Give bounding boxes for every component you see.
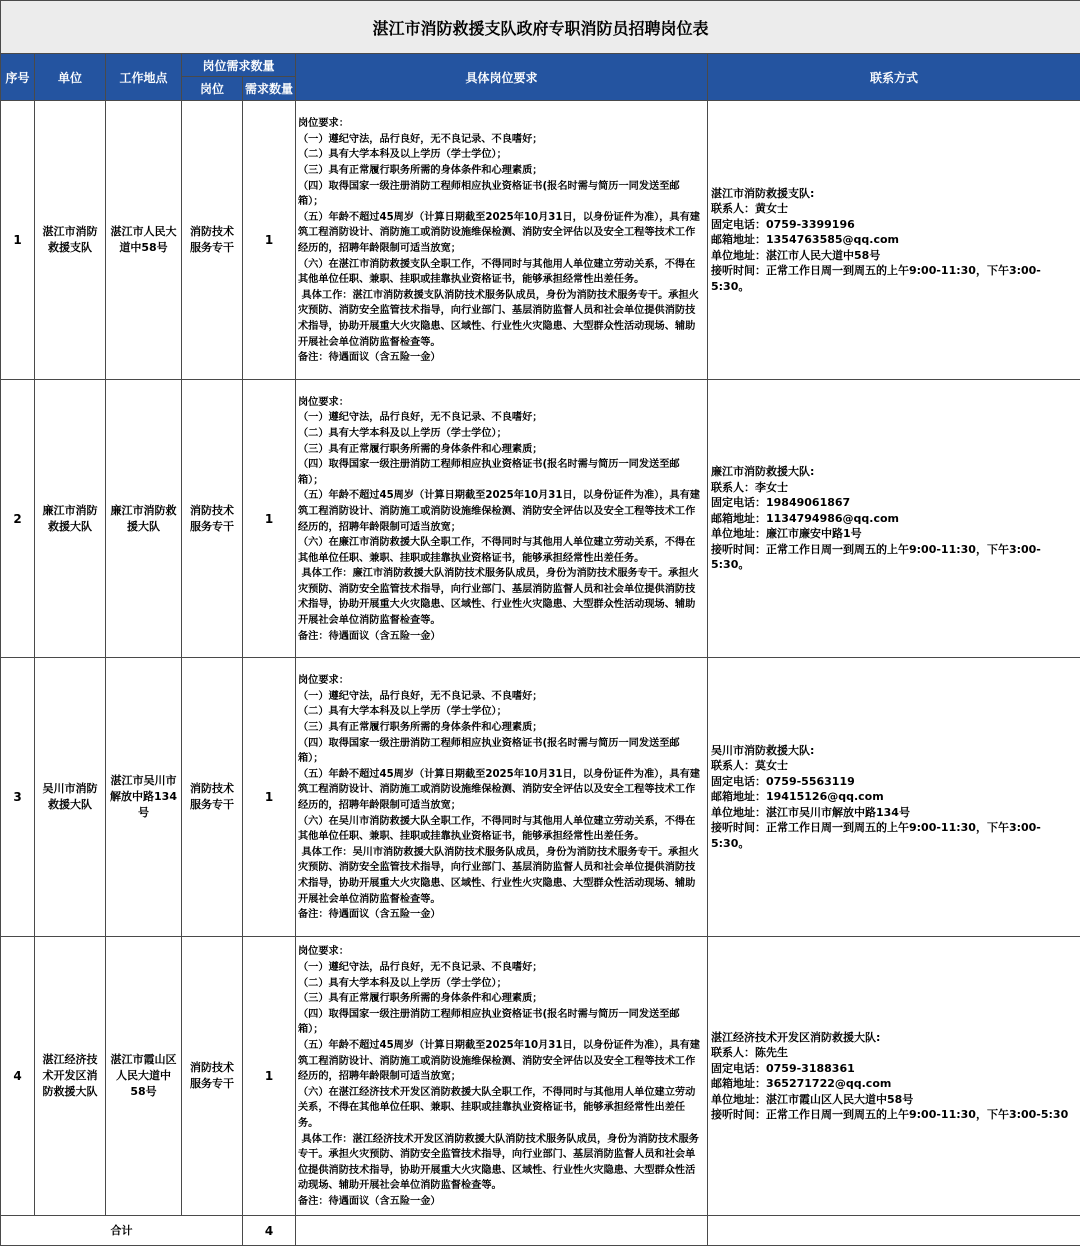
row-contact: 湛江经济技术开发区消防救援大队: 联系人：陈先生 固定电话：0759-3188361 邮箱地址：365271722@qq.com 单位地址：湛江市霞山区人民大道中58号 接听时间：正常工作日周一到周五的上午9:00-11:30，下午3:00-5:30	[708, 937, 1080, 1216]
total-empty-requirements	[296, 1216, 708, 1246]
header-demand-group: 岗位需求数量	[182, 54, 296, 77]
row-location: 湛江市吴川市解放中路134号	[106, 658, 182, 937]
row-count: 1	[243, 658, 296, 937]
row-location: 湛江市霞山区人民大道中58号	[106, 937, 182, 1216]
row-position: 消防技术服务专干	[182, 380, 243, 658]
total-label: 合计	[1, 1216, 243, 1246]
table-row	[1, 380, 1080, 658]
row-count: 1	[243, 101, 296, 380]
row-unit: 湛江经济技术开发区消防救援大队	[35, 937, 106, 1216]
row-contact: 廉江市消防救援大队: 联系人：李女士 固定电话：19849061867 邮箱地址：1134794986@qq.com 单位地址：廉江市廉安中路1号 接听时间：正常工作日周一到周五的上午9:00-11:30，下午3:00-5:30。	[708, 380, 1080, 658]
row-index: 4	[1, 937, 35, 1216]
total-row	[1, 1216, 1080, 1246]
row-location: 廉江市消防救援大队	[106, 380, 182, 658]
table-row	[1, 101, 1080, 380]
row-requirements: 岗位要求： （一）遵纪守法，品行良好，无不良记录、不良嗜好； （二）具有大学本科及以上学历（学士学位）； （三）具有正常履行职务所需的身体条件和心理素质； （四）取得国家一级注册消防工程师相应执业资格证书(报名时需与简历一同发送至邮箱）； （五）年龄不超过45周岁（计算日期截至2025年10月31日，以身份证件为准），具有建筑工程消防设计、消防施工或消防设施维保检测、消防安全评估以及安全工程等技术工作经历的，招聘年龄限制可适当放宽； （六）在廉江市消防救援大队全职工作，不得同时与其他用人单位建立劳动关系，不得在其他单位任职、兼职、挂职或挂靠执业资格证书，能够承担经常性出差任务。 具体工作：廉江市消防救援大队消防技术服务队成员，身份为消防技术服务专干。承担火灾预防、消防安全监管技术指导，向行业部门、基层消防监督人员和社会单位提供消防技术指导，协助开展重大火灾隐患、区域性、行业性火灾隐患、大型群众性活动现场、辅助开展社会单位消防监督检查等。 备注：待遇面议（含五险一金）	[296, 380, 708, 658]
row-unit: 湛江市消防救援支队	[35, 101, 106, 380]
row-index: 2	[1, 380, 35, 658]
row-index: 3	[1, 658, 35, 937]
header-index: 序号	[1, 54, 35, 101]
row-position: 消防技术服务专干	[182, 937, 243, 1216]
total-empty-contact	[708, 1216, 1080, 1246]
table-row	[1, 658, 1080, 937]
table-row	[1, 937, 1080, 1216]
header-requirements: 具体岗位要求	[296, 54, 708, 101]
row-unit: 廉江市消防救援大队	[35, 380, 106, 658]
row-unit: 吴川市消防救援大队	[35, 658, 106, 937]
header-unit: 单位	[35, 54, 106, 101]
row-requirements: 岗位要求： （一）遵纪守法，品行良好，无不良记录、不良嗜好； （二）具有大学本科及以上学历（学士学位）； （三）具有正常履行职务所需的身体条件和心理素质； （四）取得国家一级注册消防工程师相应执业资格证书(报名时需与简历一同发送至邮箱）； （五）年龄不超过45周岁（计算日期截至2025年10月31日，以身份证件为准），具有建筑工程消防设计、消防施工或消防设施维保检测、消防安全评估以及安全工程等技术工作经历的，招聘年龄限制可适当放宽； （六）在吴川市消防救援大队全职工作，不得同时与其他用人单位建立劳动关系，不得在其他单位任职、兼职、挂职或挂靠执业资格证书，能够承担经常性出差任务。 具体工作：吴川市消防救援大队消防技术服务队成员，身份为消防技术服务专干。承担火灾预防、消防安全监管技术指导，向行业部门、基层消防监督人员和社会单位提供消防技术指导，协助开展重大火灾隐患、区域性、行业性火灾隐患、大型群众性活动现场、辅助开展社会单位消防监督检查等。 备注：待遇面议（含五险一金）	[296, 658, 708, 937]
row-position: 消防技术服务专干	[182, 101, 243, 380]
row-requirements: 岗位要求： （一）遵纪守法，品行良好，无不良记录、不良嗜好； （二）具有大学本科及以上学历（学士学位）； （三）具有正常履行职务所需的身体条件和心理素质； （四）取得国家一级注册消防工程师相应执业资格证书(报名时需与简历一同发送至邮箱）； （五）年龄不超过45周岁（计算日期截至2025年10月31日，以身份证件为准），具有建筑工程消防设计、消防施工或消防设施维保检测、消防安全评估以及安全工程等技术工作经历的，招聘年龄限制可适当放宽； （六）在湛江经济技术开发区消防救援大队全职工作，不得同时与其他用人单位建立劳动关系，不得在其他单位任职、兼职、挂职或挂靠执业资格证书，能够承担经常性出差任务。 具体工作：湛江经济技术开发区消防救援大队消防技术服务队成员，身份为消防技术服务专干。承担火灾预防、消防安全监管技术指导，向行业部门、基层消防监督人员和社会单位提供消防技术指导，协助开展重大火灾隐患、区域性、行业性火灾隐患、大型群众性活动现场、辅助开展社会单位消防监督检查等。 备注：待遇面议（含五险一金）	[296, 937, 708, 1216]
row-count: 1	[243, 380, 296, 658]
header-count: 需求数量	[243, 77, 296, 101]
row-contact: 吴川市消防救援大队: 联系人：莫女士 固定电话：0759-5563119 邮箱地址：19415126@qq.com 单位地址：湛江市吴川市解放中路134号 接听时间：正常工作日周一到周五的上午9:00-11:30，下午3:00-5:30。	[708, 658, 1080, 937]
header-location: 工作地点	[106, 54, 182, 101]
row-count: 1	[243, 937, 296, 1216]
row-position: 消防技术服务专干	[182, 658, 243, 937]
header-position: 岗位	[182, 77, 243, 101]
row-contact: 湛江市消防救援支队: 联系人：黄女士 固定电话：0759-3399196 邮箱地址：1354763585@qq.com 单位地址：湛江市人民大道中58号 接听时间：正常工作日周一到周五的上午9:00-11:30，下午3:00-5:30。	[708, 101, 1080, 380]
row-location: 湛江市人民大道中58号	[106, 101, 182, 380]
row-requirements: 岗位要求： （一）遵纪守法，品行良好，无不良记录、不良嗜好； （二）具有大学本科及以上学历（学士学位）； （三）具有正常履行职务所需的身体条件和心理素质； （四）取得国家一级注册消防工程师相应执业资格证书(报名时需与简历一同发送至邮箱）； （五）年龄不超过45周岁（计算日期截至2025年10月31日，以身份证件为准），具有建筑工程消防设计、消防施工或消防设施维保检测、消防安全评估以及安全工程等技术工作经历的，招聘年龄限制可适当放宽； （六）在湛江市消防救援支队全职工作，不得同时与其他用人单位建立劳动关系，不得在其他单位任职、兼职、挂职或挂靠执业资格证书，能够承担经常性出差任务。 具体工作：湛江市消防救援支队消防技术服务队成员，身份为消防技术服务专干。承担火灾预防、消防安全监管技术指导，向行业部门、基层消防监督人员和社会单位提供消防技术指导，协助开展重大火灾隐患、区域性、行业性火灾隐患、大型群众性活动现场、辅助开展社会单位消防监督检查等。 备注：待遇面议（含五险一金）	[296, 101, 708, 380]
header-contact: 联系方式	[708, 54, 1080, 101]
table-title: 湛江市消防救援支队政府专职消防员招聘岗位表	[1, 1, 1080, 54]
total-count: 4	[243, 1216, 296, 1246]
row-index: 1	[1, 101, 35, 380]
